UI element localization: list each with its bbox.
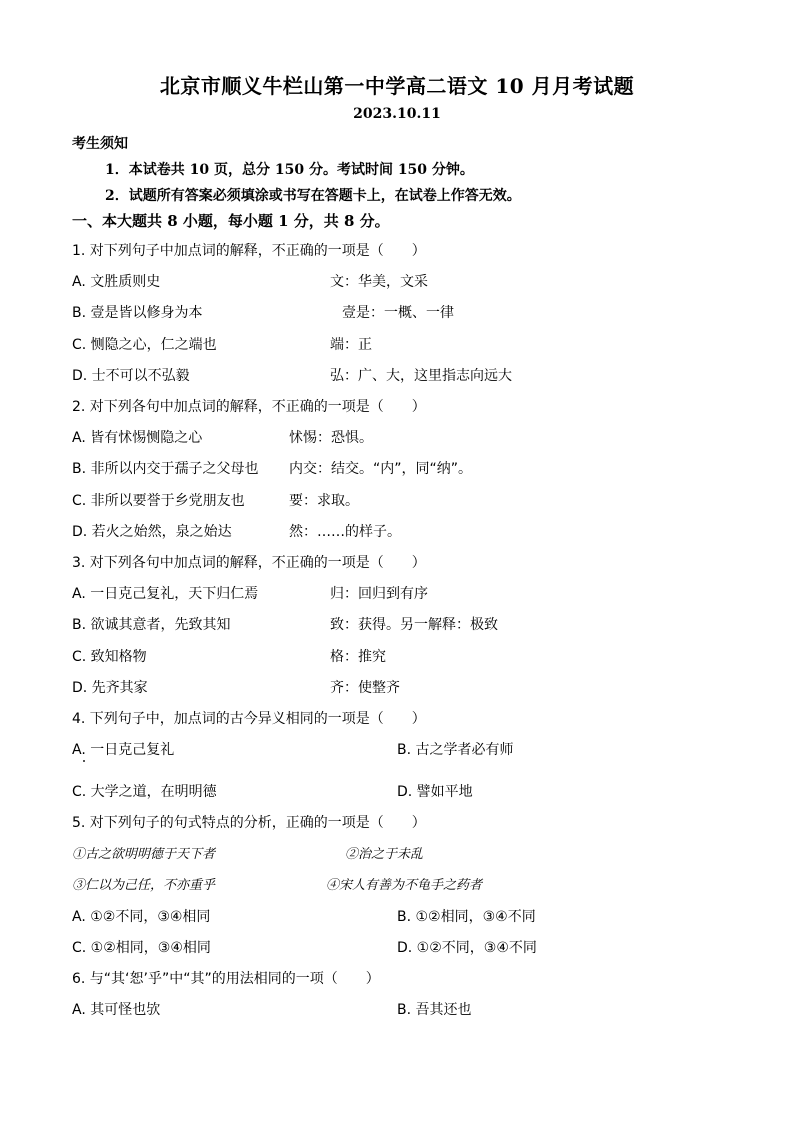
- q3-option-a-note: 归：回归到有序: [330, 586, 428, 602]
- q3-option-b-note: 致：获得。另一解释：极致: [330, 617, 498, 633]
- q2-option-d-note: 然：……的样子。: [289, 524, 401, 540]
- page-title: 北京市顺义牛栏山第一中学高二语文 10 月月考试题: [159, 74, 635, 98]
- q5-option-c: C. ①②相同，③④相同: [72, 940, 211, 956]
- q5-example-3: ③仁以为己任，不亦重乎: [72, 878, 216, 893]
- stray-dot: [83, 760, 85, 762]
- q3-option-c: C. 致知格物: [72, 649, 147, 665]
- q5-example-1: ①古之欲明明德于天下者: [72, 847, 216, 862]
- q3-option-b: B. 欲诚其意者，先致其知: [72, 617, 231, 633]
- q4-option-d: D. 譬如平地: [397, 784, 473, 800]
- q3-option-c-note: 格：推究: [330, 649, 386, 665]
- q2-option-a-note: 怵惕：恐惧。: [289, 430, 373, 446]
- q1-option-c: C. 恻隐之心，仁之端也: [72, 337, 217, 353]
- q3-option-a: A. 一日克己复礼，天下归仁焉: [72, 586, 259, 602]
- q2-option-a: A. 皆有怵惕恻隐之心: [72, 430, 203, 446]
- question-1-stem: 1. 对下列句子中加点词的解释，不正确的一项是（ ）: [72, 243, 426, 259]
- q6-option-b: B. 吾其还也: [397, 1002, 472, 1018]
- q2-option-c: C. 非所以要誉于乡党朋友也: [72, 493, 245, 509]
- q2-option-b-note: 内交：结交。“内”，同“纳”。: [289, 461, 473, 477]
- question-2-stem: 2. 对下列各句中加点词的解释，不正确的一项是（ ）: [72, 399, 426, 415]
- notice-item: 2．试题所有答案必须填涂或书写在答题卡上，在试卷上作答无效。: [105, 188, 521, 204]
- q5-option-b: B. ①②相同，③④不同: [397, 909, 536, 925]
- q4-option-b: B. 古之学者必有师: [397, 742, 514, 758]
- q4-option-a: A. 一日克己复礼: [72, 742, 175, 758]
- q1-option-d-note: 弘：广、大，这里指志向远大: [330, 368, 512, 384]
- q1-option-b: B. 壹是皆以修身为本: [72, 305, 203, 321]
- q6-option-a: A. 其可怪也欤: [72, 1002, 161, 1018]
- q5-example-4: ④宋人有善为不龟手之药者: [326, 878, 483, 893]
- q3-option-d-note: 齐：使整齐: [330, 680, 400, 696]
- q3-option-d: D. 先齐其家: [72, 680, 148, 696]
- q1-option-c-note: 端：正: [330, 337, 372, 353]
- q2-option-d: D. 若火之始然，泉之始达: [72, 524, 232, 540]
- q1-option-d: D. 士不可以不弘毅: [72, 368, 190, 384]
- question-4-stem: 4. 下列句子中，加点词的古今异义相同的一项是（ ）: [72, 711, 426, 727]
- q5-option-d: D. ①②不同，③④不同: [397, 940, 537, 956]
- q1-option-a-note: 文：华美，文采: [330, 274, 428, 290]
- section-heading: 一、本大题共 8 小题，每小题 1 分，共 8 分。: [72, 212, 390, 230]
- question-3-stem: 3. 对下列各句中加点词的解释，不正确的一项是（ ）: [72, 555, 426, 571]
- question-6-stem: 6. 与“其‘恕’乎”中“其”的用法相同的一项（ ）: [72, 971, 380, 987]
- notice-title: 考生须知: [72, 136, 128, 152]
- q1-option-a: A. 文胜质则史: [72, 274, 161, 290]
- q2-option-b: B. 非所以内交于孺子之父母也: [72, 461, 259, 477]
- q4-option-c: C. 大学之道，在明明德: [72, 784, 217, 800]
- exam-date: 2023.10.11: [353, 106, 441, 122]
- q2-option-c-note: 要：求取。: [289, 493, 359, 509]
- q5-option-a: A. ①②不同，③④相同: [72, 909, 211, 925]
- q1-option-b-note: 壹是：一概、一律: [342, 305, 454, 321]
- q5-example-2: ②治之于未乱: [345, 847, 424, 862]
- question-5-stem: 5. 对下列句子的句式特点的分析，正确的一项是（ ）: [72, 815, 426, 831]
- notice-item: 1．本试卷共 10 页，总分 150 分。考试时间 150 分钟。: [105, 162, 474, 178]
